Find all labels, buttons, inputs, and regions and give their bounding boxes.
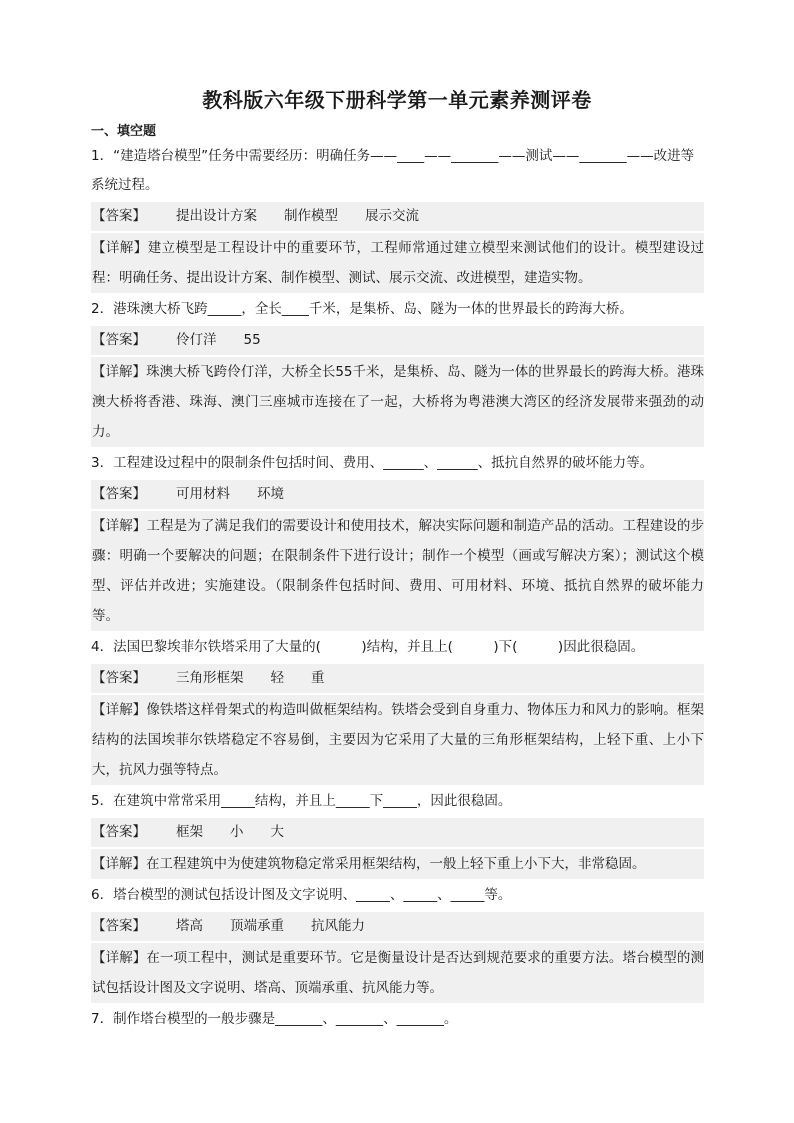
detail-text: 在一项工程中，测试是重要环节。它是衡量设计是否达到规范要求的重要方法。塔台模型的测试包括设计图及文字说明、塔高、顶端承重、抗风能力等。 (92, 950, 705, 996)
detail-tag: 【详解】 (92, 702, 147, 718)
detail-5 (91, 849, 704, 879)
answer-tag: 【答案】 (92, 670, 146, 686)
detail-tag: 【详解】 (92, 856, 146, 872)
detail-1 (91, 233, 704, 293)
questions-list (91, 142, 704, 1036)
answer-tag: 【答案】 (92, 824, 146, 840)
question-6: 6．塔台模型的测试包括设计图及文字说明、_____、_____、_____等。 (91, 887, 512, 903)
question-7: 7．制作塔台模型的一般步骤是_______、_______、_______。 (91, 1011, 458, 1027)
detail-2 (91, 357, 704, 447)
answer-6 (91, 912, 704, 941)
answer-tag: 【答案】 (92, 208, 146, 224)
answer-5 (91, 818, 704, 847)
section-heading: 一、填空题 (91, 124, 157, 139)
detail-4 (91, 695, 704, 785)
answer-values: 伶仃洋 55 (176, 332, 261, 348)
detail-text: 工程是为了满足我们的需要设计和使用技术，解决实际问题和制造产品的活动。工程建设的步骤：明确一个要解决的问题；在限制条件下进行设计；制作一个模型（画或写解决方案）；测试这个模型、评估并改进；实施建设。（限制条件包括时间、费用、可用材料、环境、抵抗自然界的破坏能力等。 (92, 518, 705, 624)
answer-tag: 【答案】 (92, 486, 146, 502)
detail-text: 建立模型是工程设计中的重要环节，工程师常通过建立模型来测试他们的设计。模型建设过程：明确任务、提出设计方案、制作模型、测试、展示交流、改进模型，建造实物。 (92, 240, 705, 286)
detail-text: 珠澳大桥飞跨伶仃洋，大桥全长55千米，是集桥、岛、隧为一体的世界最长的跨海大桥。港珠澳大桥将香港、珠海、澳门三座城市连接在了一起，大桥将为粤港澳大湾区的经济发展带来强劲的动力。 (92, 364, 704, 440)
detail-text: 像铁塔这样骨架式的构造叫做框架结构。铁塔会受到自身重力、物体压力和风力的影响。框架结构的法国埃菲尔铁塔稳定不容易倒，主要因为它采用了大量的三角形框架结构，上轻下重、上小下大，抗风力强等特点。 (92, 702, 705, 778)
answer-values: 塔高 顶端承重 抗风能力 (176, 918, 365, 934)
answer-1 (91, 202, 704, 231)
question-2: 2．港珠澳大桥飞跨_____，全长____千米，是集桥、岛、隧为一体的世界最长的跨海大桥。 (91, 301, 633, 317)
question-3: 3．工程建设过程中的限制条件包括时间、费用、______、______、抵抗自然界的破坏能力等。 (91, 455, 654, 471)
detail-text: 在工程建筑中为使建筑物稳定常采用框架结构，一般上轻下重上小下大，非常稳固。 (146, 856, 646, 872)
detail-tag: 【详解】 (92, 240, 148, 256)
answer-values: 可用材料 环境 (176, 486, 284, 502)
answer-3 (91, 480, 704, 509)
answer-tag: 【答案】 (92, 332, 146, 348)
answer-4 (91, 664, 704, 693)
detail-tag: 【详解】 (92, 950, 147, 966)
question-1: 1．“建造塔台模型”任务中需要经历：明确任务——____——_______——测试——_______——改进等系统过程。 (91, 148, 695, 193)
detail-3 (91, 511, 704, 631)
answer-tag: 【答案】 (92, 918, 146, 934)
detail-tag: 【详解】 (92, 518, 147, 534)
detail-6 (91, 943, 704, 1003)
document-title: 教科版六年级下册科学第一单元素养测评卷 (202, 88, 592, 112)
question-5: 5．在建筑中常常采用_____结构，并且上_____下_____，因此很稳固。 (91, 793, 512, 809)
answer-values: 提出设计方案 制作模型 展示交流 (176, 208, 419, 224)
detail-tag: 【详解】 (92, 364, 147, 380)
answer-values: 框架 小 大 (176, 824, 284, 840)
question-4: 4．法国巴黎埃菲尔铁塔采用了大量的( )结构，并且上( )下( )因此很稳固。 (91, 639, 645, 655)
answer-2 (91, 326, 704, 355)
answer-values: 三角形框架 轻 重 (176, 670, 325, 686)
